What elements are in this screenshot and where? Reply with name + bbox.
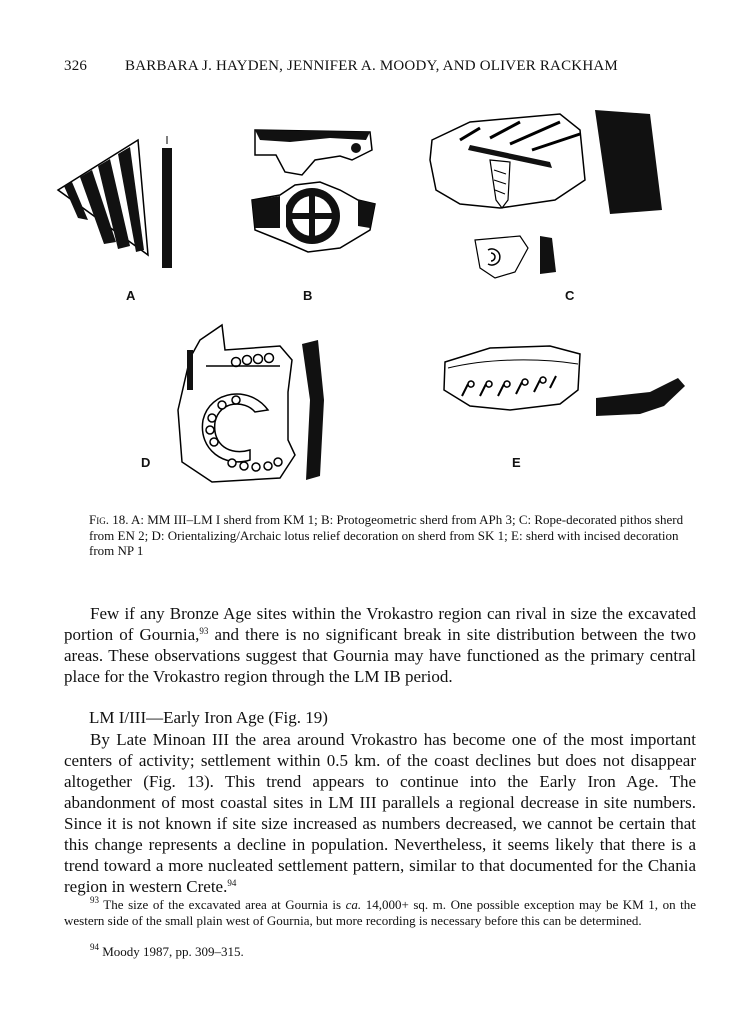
figure-label-d: D [141,455,151,470]
footnote-94: $^{94}$ Moody 1987, pp. 309–315. [90,942,244,959]
footnote-ref-94: 94 [227,878,237,888]
sherd-c-drawing [430,110,662,278]
sherd-a-drawing [58,136,172,268]
running-head-authors: BARBARA J. HAYDEN, JENNIFER A. MOODY, AND OLIVER RACKHAM [125,58,618,74]
sherd-drawings [40,100,720,500]
figure-caption [89,512,697,559]
footnote-93: $^{93}$ The size of the excavated area at Gournia is ca. 14,000+ sq. m. One possible exception may be KM 1, on the western side of the small plain west of Gournia, but more recording is necessary before this can be determined. [64,895,696,928]
figure-18 [40,100,720,500]
caption-label: Fig. 18. [89,512,129,527]
sherd-b-drawing [252,130,375,252]
figure-label-b: B [303,288,313,303]
figure-label-c: C [565,288,575,303]
footnote-ref-93: 93 [199,626,209,636]
figure-label-a: A [126,288,136,303]
sherd-d-drawing [178,325,324,482]
section-subheading: LM I/III—Early Iron Age (Fig. 19) [89,708,328,727]
paragraph-1: Few if any Bronze Age sites within the Vrokastro region can rival in size the excavated portion of Gournia,$^{93}$ and there is no significant break in site distribution between the two areas. These observations suggest that Gournia may have functioned as the primary central place for the Vrokastro region through the LM IB period. [64,604,696,686]
sherd-e-drawing [444,346,685,416]
figure-label-e: E [512,455,521,470]
paragraph-2: By Late Minoan III the area around Vrokastro has become one of the most important centers of activity; settlement within 0.5 km. of the coast declines but does not disappear altogether (Fig. 13). This trend appears to continue into the Early Iron Age. The abandonment of most coastal sites in LM III parallels a regional decrease in site numbers. Since it is not known if site size increased as numbers decreased, we cannot be certain that this change represents a decline in population. Nevertheless, it seems likely that there is a trend toward a more nucleated settlement pattern, similar to that documented for the Chania region in western Crete.$^{94}$ [64,730,696,896]
caption-text: A: MM III–LM I sherd from KM 1; B: Protogeometric sherd from APh 3; C: Rope-decorated pithos sherd from EN 2; D: Orientalizing/Archaic lotus relief decoration on sherd from SK 1; E: sherd with incised decoration from NP 1 [89,512,684,558]
page-number: 326 [64,58,88,74]
